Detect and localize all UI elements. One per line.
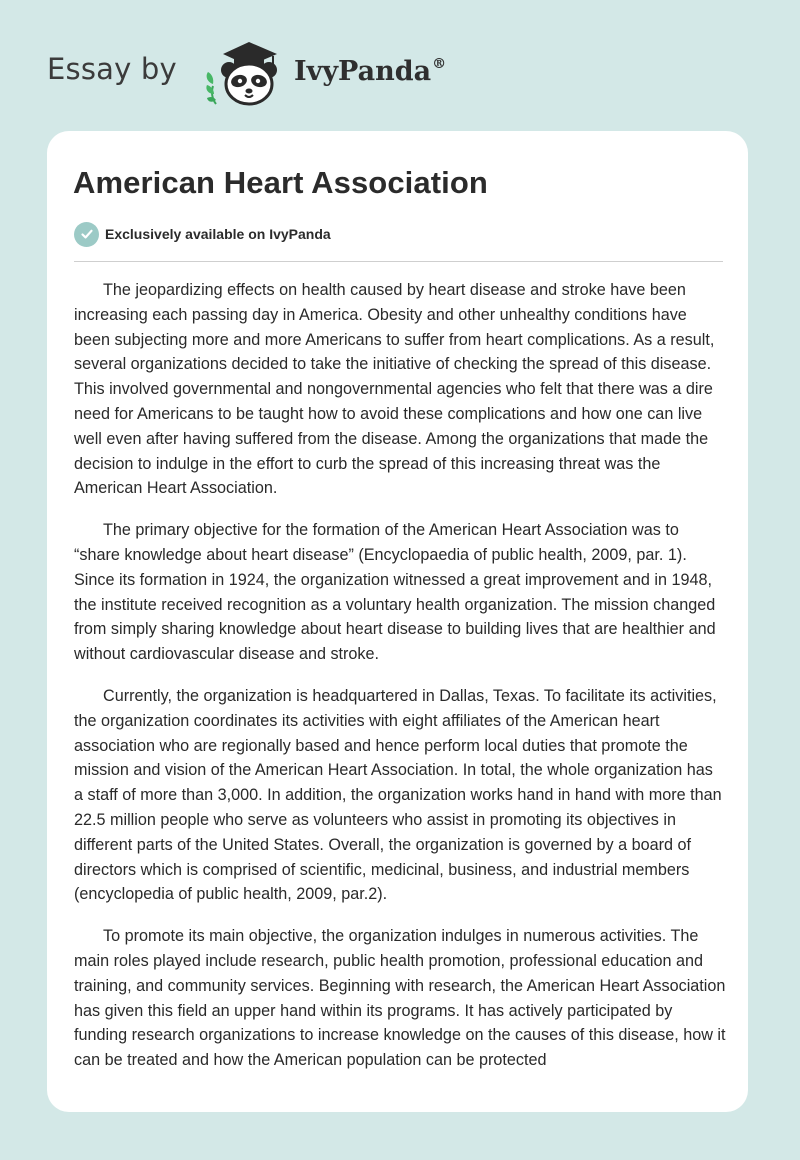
check-icon — [74, 222, 99, 247]
badge-label: Exclusively available on IvyPanda — [105, 226, 331, 242]
paragraph: The primary objective for the formation of the American Heart Association was to “share knowledge about heart disease” (Encyclopaedia of public health, 2009, par. 1). Since its formation in 1924, the organization witnessed a great improvement and in 1948, the institute received recognition as a voluntary health organization. The mission changed from simply sharing knowledge about heart disease to building lives that are healthier and without cardiovascular disease and stroke. — [74, 521, 716, 664]
page-title: American Heart Association — [73, 165, 488, 200]
divider — [74, 261, 723, 262]
panda-graduate-logo[interactable] — [201, 36, 287, 108]
essay-card — [47, 131, 748, 1112]
paragraph: The jeopardizing effects on health caused by heart disease and stroke have been increasing each passing day in America. Obesity and other unhealthy conditions have been subjecting more and more Americans to suffer from heart complications. As a result, several organizations decided to take the initiative of checking the spread of this disease. This involved governmental and nongovernmental agencies who felt that there was a dire need for Americans to be taught how to avoid these complications and how one can live well even after having suffered from the disease. Among the organizations that made the decision to indulge in the effort to curb the spread of this increasing threat was the American Heart Association. — [74, 281, 715, 498]
site-header — [47, 36, 547, 106]
brand-name[interactable]: IvyPanda® — [294, 56, 447, 87]
paragraph: Currently, the organization is headquartered in Dallas, Texas. To facilitate its activities, the organization coordinates its activities with eight affiliates of the American heart association who are regionally based and hence perform local duties that promote the mission and vision of the American Heart Association. In total, the whole organization has a staff of more than 3,000. In addition, the organization works hand in hand with more than 22.5 million people who serve as volunteers who assist in promoting its objectives in different parts of the United States. Overall, the organization is governed by a board of directors which is comprised of scientific, medicinal, business, and industrial members (encyclopedia of public health, 2009, par.2). — [74, 686, 722, 904]
essay-body — [74, 278, 726, 1090]
exclusive-badge — [74, 221, 331, 247]
registered-mark: ® — [432, 56, 447, 72]
paragraph: To promote its main objective, the organization indulges in numerous activities. The main roles played include research, public health promotion, professional education and training, and community services. Beginning with research, the American Heart Association has given this field an upper hand within its programs. It has actively participated by funding research organizations to increase knowledge on the causes of this disease, how it can be treated and how the American population can be protected — [74, 927, 726, 1070]
essay-by-label: Essay by — [47, 52, 177, 86]
